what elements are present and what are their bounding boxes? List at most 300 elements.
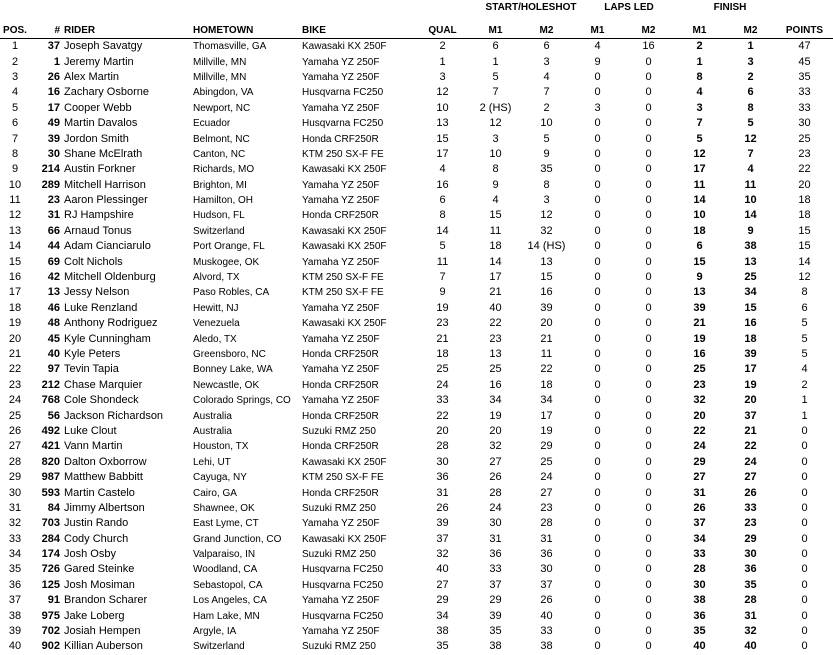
row-start-m1: 40: [489, 301, 502, 314]
row-laps-m2: 0: [645, 640, 652, 653]
table-row: [0, 516, 833, 531]
row-rider: Cole Shondeck: [64, 394, 139, 407]
row-bike: Kawasaki KX 250F: [302, 241, 387, 253]
row-start-m2: 16: [540, 286, 553, 299]
row-rider: Jordon Smith: [64, 132, 129, 145]
table-row: [0, 224, 833, 239]
row-rider: Martin Davalos: [64, 117, 138, 130]
row-start-m2: 27: [540, 486, 553, 499]
row-number: 289: [41, 178, 60, 191]
row-pos: 40: [8, 640, 22, 653]
row-laps-m1: 0: [594, 394, 601, 407]
row-finish-m2: 28: [744, 594, 757, 607]
row-hometown: Australia: [193, 410, 232, 422]
row-bike: Husqvarna FC250: [302, 610, 384, 622]
row-number: 49: [47, 117, 60, 130]
row-hometown: Abingdon, VA: [193, 87, 254, 99]
row-finish-m1: 30: [693, 578, 706, 591]
row-start-m2: 31: [540, 532, 553, 545]
row-hometown: Houston, TX: [193, 441, 249, 453]
row-finish-m1: 16: [693, 348, 706, 360]
row-finish-m2: 5: [747, 117, 754, 130]
row-pos: 39: [8, 625, 22, 638]
row-rider: Cooper Webb: [64, 101, 132, 114]
row-qual: 29: [436, 594, 449, 607]
row-bike: Suzuki RMZ 250: [302, 641, 376, 653]
row-start-m1: 28: [489, 486, 502, 499]
row-laps-m2: 0: [645, 240, 652, 253]
row-laps-m2: 0: [645, 86, 652, 99]
row-start-m1: 26: [489, 471, 502, 484]
row-laps-m1: 0: [594, 240, 601, 253]
row-hometown: Sebastopol, CA: [193, 579, 263, 591]
row-laps-m1: 0: [594, 86, 601, 99]
row-rider: Cody Church: [64, 532, 129, 545]
row-hometown: Newcastle, OK: [193, 379, 260, 391]
row-finish-m1: 4: [696, 86, 703, 99]
row-rider: Jimmy Albertson: [64, 501, 145, 514]
row-bike: Suzuki RMZ 250: [302, 502, 376, 514]
row-pos: 21: [8, 348, 22, 360]
row-hometown: Bonney Lake, WA: [193, 364, 273, 376]
row-hometown: Hewitt, NJ: [193, 302, 239, 314]
row-start-m1: 20: [489, 424, 502, 437]
table-row: [0, 254, 833, 269]
row-finish-m2: 13: [744, 255, 757, 268]
row-laps-m1: 0: [594, 409, 601, 422]
table-row: [0, 578, 833, 593]
row-laps-m2: 0: [645, 271, 652, 284]
row-start-m1: 18: [489, 240, 502, 253]
row-laps-m2: 0: [645, 317, 652, 330]
row-bike: Suzuki RMZ 250: [302, 425, 376, 437]
row-start-m2: 33: [540, 625, 553, 638]
row-finish-m2: 20: [744, 394, 757, 407]
row-hometown: Port Orange, FL: [193, 241, 265, 253]
row-start-m2: 19: [540, 424, 553, 437]
row-pos: 26: [8, 424, 22, 437]
row-number: 1: [53, 55, 60, 68]
row-hometown: Woodland, CA: [193, 564, 258, 576]
table-row: [0, 193, 833, 208]
row-start-m1: 21: [489, 286, 502, 299]
row-number: 46: [47, 301, 60, 314]
row-laps-m1: 3: [594, 101, 601, 114]
row-laps-m1: 0: [594, 163, 601, 176]
row-start-m1: 31: [489, 532, 502, 545]
table-row: [0, 393, 833, 408]
row-pos: 19: [8, 317, 22, 330]
row-finish-m2: 32: [744, 625, 757, 638]
row-start-m2: 36: [540, 548, 553, 561]
row-bike: Yamaha YZ 250F: [302, 626, 380, 638]
row-start-m2: 39: [540, 301, 553, 314]
row-qual: 40: [436, 563, 449, 576]
row-finish-m1: 35: [693, 625, 706, 638]
table-row: [0, 85, 833, 100]
row-qual: 23: [436, 317, 449, 330]
row-qual: 18: [436, 348, 449, 360]
row-points: 18: [798, 194, 811, 207]
row-start-m2: 14 (HS): [527, 240, 566, 253]
row-qual: 32: [436, 548, 449, 561]
row-pos: 14: [8, 240, 22, 253]
row-start-m2: 11: [540, 348, 553, 360]
row-laps-m2: 0: [645, 301, 652, 314]
table-row: [0, 301, 833, 316]
row-rider: Adam Cianciarulo: [64, 240, 151, 253]
row-number: 44: [47, 240, 60, 253]
row-finish-m2: 24: [744, 455, 757, 468]
row-start-m1: 14: [489, 255, 502, 268]
row-rider: RJ Hampshire: [64, 209, 134, 222]
row-pos: 20: [8, 332, 22, 345]
table-row: [0, 285, 833, 300]
table-row: [0, 485, 833, 500]
row-finish-m1: 14: [693, 194, 706, 207]
row-laps-m1: 0: [594, 455, 601, 468]
row-finish-m2: 8: [747, 101, 754, 114]
col-laps-m1: M1: [590, 25, 605, 36]
row-pos: 11: [9, 194, 21, 207]
row-start-m1: 27: [489, 455, 502, 468]
row-finish-m1: 26: [693, 501, 706, 514]
row-start-m1: 10: [489, 147, 502, 160]
row-rider: Jessy Nelson: [64, 286, 130, 299]
table-row: [0, 208, 833, 223]
row-points: 0: [801, 532, 808, 545]
row-qual: 9: [439, 286, 446, 299]
row-points: 12: [798, 271, 811, 284]
row-finish-m2: 9: [747, 224, 754, 237]
row-start-m2: 38: [540, 640, 553, 653]
row-start-m1: 39: [489, 609, 502, 622]
row-laps-m2: 0: [645, 394, 652, 407]
row-bike: Yamaha YZ 250F: [302, 518, 380, 530]
row-finish-m1: 37: [693, 517, 706, 530]
row-finish-m1: 22: [693, 424, 706, 437]
row-hometown: East Lyme, CT: [193, 518, 259, 530]
table-row: [0, 54, 833, 69]
row-rider: Alex Martin: [64, 70, 120, 83]
row-points: 0: [801, 578, 808, 591]
row-qual: 4: [439, 163, 446, 176]
row-qual: 6: [439, 194, 446, 207]
row-pos: 34: [8, 548, 22, 561]
row-number: 492: [41, 424, 60, 437]
row-start-m1: 4: [492, 194, 499, 207]
row-points: 15: [798, 224, 811, 237]
row-pos: 36: [8, 578, 22, 591]
row-laps-m1: 9: [594, 55, 601, 68]
row-finish-m2: 18: [744, 332, 757, 345]
row-laps-m1: 0: [594, 625, 601, 638]
row-qual: 34: [436, 609, 449, 622]
row-finish-m1: 36: [693, 609, 706, 622]
row-rider: Tevin Tapia: [64, 363, 119, 376]
col-finish-m2: M2: [743, 25, 758, 36]
row-bike: Honda CRF250R: [302, 487, 379, 499]
row-laps-m2: 16: [642, 40, 655, 53]
table-row: [0, 147, 833, 162]
table-row: [0, 439, 833, 454]
row-number: 212: [41, 378, 60, 391]
row-rider: Luke Clout: [64, 424, 117, 437]
row-bike: Kawasaki KX 250F: [302, 318, 387, 330]
row-start-m1: 6: [492, 40, 499, 53]
row-number: 284: [41, 532, 60, 545]
row-laps-m2: 0: [645, 424, 652, 437]
col-number: #: [54, 25, 60, 36]
row-laps-m2: 0: [645, 517, 652, 530]
table-row: [0, 70, 833, 85]
row-hometown: Hudson, FL: [193, 210, 245, 222]
row-bike: KTM 250 SX-F FE: [302, 472, 384, 484]
row-hometown: Richards, MO: [193, 164, 255, 176]
row-hometown: Venezuela: [193, 318, 240, 330]
row-start-m1: 38: [489, 640, 502, 653]
row-hometown: Newport, NC: [193, 102, 251, 114]
row-pos: 3: [11, 70, 19, 83]
row-qual: 38: [436, 625, 449, 638]
row-finish-m1: 27: [693, 471, 706, 484]
table-row: [0, 547, 833, 562]
row-finish-m1: 5: [696, 132, 703, 145]
row-laps-m2: 0: [645, 378, 652, 391]
row-laps-m1: 0: [594, 532, 601, 545]
row-start-m1: 17: [489, 271, 502, 284]
row-laps-m2: 0: [645, 101, 652, 114]
row-qual: 10: [436, 101, 449, 114]
row-laps-m2: 0: [645, 70, 652, 83]
row-finish-m2: 1: [747, 40, 754, 53]
row-hometown: Colorado Springs, CO: [193, 395, 291, 407]
row-start-m2: 7: [543, 86, 550, 99]
row-start-m1: 16: [489, 378, 502, 391]
row-finish-m2: 33: [744, 501, 757, 514]
row-finish-m2: 38: [744, 240, 757, 253]
row-finish-m1: 40: [693, 640, 706, 653]
row-bike: Honda CRF250R: [302, 210, 379, 222]
row-bike: Kawasaki KX 250F: [302, 533, 387, 545]
row-bike: KTM 250 SX-F FE: [302, 148, 384, 160]
row-pos: 29: [8, 471, 22, 484]
row-number: 125: [41, 578, 60, 591]
row-hometown: Shawnee, OK: [193, 502, 255, 514]
row-number: 768: [41, 394, 60, 407]
row-start-m2: 13: [540, 255, 553, 268]
row-laps-m1: 0: [594, 640, 601, 653]
row-finish-m1: 23: [693, 378, 706, 391]
row-points: 23: [798, 147, 811, 160]
row-start-m1: 32: [489, 440, 502, 453]
row-rider: Josh Mosiman: [64, 578, 135, 591]
row-points: 0: [801, 517, 808, 530]
row-hometown: Canton, NC: [193, 148, 246, 160]
row-bike: Yamaha YZ 250F: [302, 71, 380, 83]
row-start-m2: 28: [540, 517, 553, 530]
row-points: 25: [798, 132, 811, 145]
row-laps-m1: 0: [594, 548, 601, 561]
row-finish-m1: 20: [693, 409, 706, 422]
row-points: 0: [801, 625, 808, 638]
col-rider: RIDER: [64, 25, 96, 36]
col-bike: BIKE: [302, 25, 326, 36]
col-hometown: HOMETOWN: [193, 25, 254, 36]
row-pos: 7: [11, 132, 19, 145]
row-points: 30: [798, 117, 811, 130]
row-points: 0: [801, 640, 808, 653]
row-number: 13: [47, 286, 60, 299]
row-start-m2: 34: [540, 394, 553, 407]
row-qual: 5: [439, 240, 446, 253]
row-laps-m2: 0: [645, 163, 652, 176]
row-start-m2: 3: [543, 194, 550, 207]
row-pos: 9: [11, 163, 19, 176]
row-points: 0: [801, 563, 808, 576]
row-finish-m2: 36: [744, 563, 757, 576]
table-row: [0, 347, 833, 362]
row-pos: 15: [8, 255, 22, 268]
row-start-m1: 15: [489, 209, 502, 222]
row-finish-m1: 10: [693, 209, 706, 222]
row-number: 40: [47, 348, 60, 360]
row-number: 703: [41, 517, 60, 530]
col-qual: QUAL: [428, 25, 457, 36]
row-hometown: Ham Lake, MN: [193, 610, 260, 622]
row-finish-m2: 19: [744, 378, 757, 391]
table-row: [0, 408, 833, 423]
row-pos: 23: [8, 378, 22, 391]
row-qual: 22: [436, 409, 449, 422]
row-start-m2: 17: [540, 409, 553, 422]
row-rider: Matthew Babbitt: [64, 471, 143, 484]
row-finish-m2: 40: [744, 640, 757, 653]
row-laps-m2: 0: [645, 471, 652, 484]
row-qual: 15: [436, 132, 449, 145]
row-laps-m2: 0: [645, 486, 652, 499]
row-qual: 1: [439, 55, 446, 68]
row-finish-m2: 37: [744, 409, 757, 422]
row-laps-m1: 0: [594, 224, 601, 237]
row-laps-m1: 0: [594, 363, 601, 376]
col-start-m2: M2: [539, 25, 554, 36]
row-finish-m1: 6: [696, 240, 703, 253]
row-finish-m2: 25: [744, 271, 757, 284]
row-finish-m2: 3: [747, 55, 754, 68]
row-start-m2: 12: [540, 209, 553, 222]
row-number: 37: [47, 40, 60, 53]
row-laps-m1: 0: [594, 440, 601, 453]
row-pos: 6: [11, 117, 19, 130]
row-rider: Colt Nichols: [64, 255, 123, 268]
row-laps-m2: 0: [645, 224, 652, 237]
row-start-m1: 33: [489, 563, 502, 576]
row-qual: 19: [436, 301, 449, 314]
row-rider: Kyle Cunningham: [64, 332, 151, 345]
row-laps-m2: 0: [645, 409, 652, 422]
row-bike: Honda CRF250R: [302, 379, 379, 391]
row-hometown: Switzerland: [193, 225, 245, 237]
row-points: 5: [801, 317, 808, 330]
row-finish-m2: 21: [744, 424, 757, 437]
row-pos: 27: [8, 440, 22, 453]
row-bike: Husqvarna FC250: [302, 564, 384, 576]
table-row: [0, 639, 833, 654]
row-number: 214: [41, 163, 60, 176]
row-laps-m2: 0: [645, 501, 652, 514]
row-points: 0: [801, 455, 808, 468]
row-rider: Jeremy Martin: [64, 55, 134, 68]
row-rider: Brandon Scharer: [64, 594, 148, 607]
row-pos: 30: [8, 486, 22, 499]
row-start-m2: 35: [540, 163, 553, 176]
row-finish-m1: 19: [693, 332, 706, 345]
row-bike: Kawasaki KX 250F: [302, 225, 387, 237]
row-start-m2: 37: [540, 578, 553, 591]
row-rider: Shane McElrath: [64, 147, 143, 160]
row-qual: 20: [436, 424, 449, 437]
row-rider: Dalton Oxborrow: [64, 455, 147, 468]
table-row: [0, 178, 833, 193]
row-start-m2: 30: [540, 563, 553, 576]
row-hometown: Hamilton, OH: [193, 195, 254, 207]
row-points: 47: [798, 40, 811, 53]
row-finish-m1: 15: [693, 255, 706, 268]
row-laps-m2: 0: [645, 440, 652, 453]
table-row: [0, 239, 833, 254]
row-number: 820: [41, 455, 60, 468]
row-laps-m2: 0: [645, 332, 652, 345]
row-pos: 16: [8, 271, 22, 284]
row-qual: 24: [436, 378, 449, 391]
row-hometown: Cairo, GA: [193, 487, 237, 499]
row-hometown: Belmont, NC: [193, 133, 250, 145]
row-points: 0: [801, 609, 808, 622]
row-number: 726: [41, 563, 60, 576]
row-start-m2: 6: [543, 40, 550, 53]
row-pos: 38: [8, 609, 22, 622]
row-finish-m1: 28: [693, 563, 706, 576]
group-header-laps: LAPS LED: [604, 2, 654, 13]
row-laps-m2: 0: [645, 55, 652, 68]
row-finish-m2: 27: [744, 471, 757, 484]
row-start-m1: 24: [489, 501, 502, 514]
row-laps-m1: 0: [594, 132, 601, 145]
row-qual: 25: [436, 363, 449, 376]
row-finish-m1: 3: [696, 101, 703, 114]
row-number: 42: [47, 271, 60, 284]
row-qual: 26: [436, 501, 449, 514]
row-qual: 36: [436, 471, 449, 484]
row-bike: Honda CRF250R: [302, 349, 379, 360]
row-number: 593: [41, 486, 60, 499]
row-rider: Justin Rando: [64, 517, 129, 530]
row-laps-m1: 0: [594, 517, 601, 530]
row-hometown: Alvord, TX: [193, 272, 240, 284]
row-start-m1: 7: [492, 86, 499, 99]
row-finish-m1: 9: [696, 271, 703, 284]
row-start-m1: 36: [489, 548, 502, 561]
table-row: [0, 593, 833, 608]
row-laps-m2: 0: [645, 548, 652, 561]
row-start-m1: 35: [489, 625, 502, 638]
row-qual: 31: [436, 486, 449, 499]
row-start-m2: 15: [540, 271, 553, 284]
table-header-row: [0, 18, 833, 39]
row-finish-m2: 11: [744, 178, 757, 191]
table-row: [0, 455, 833, 470]
